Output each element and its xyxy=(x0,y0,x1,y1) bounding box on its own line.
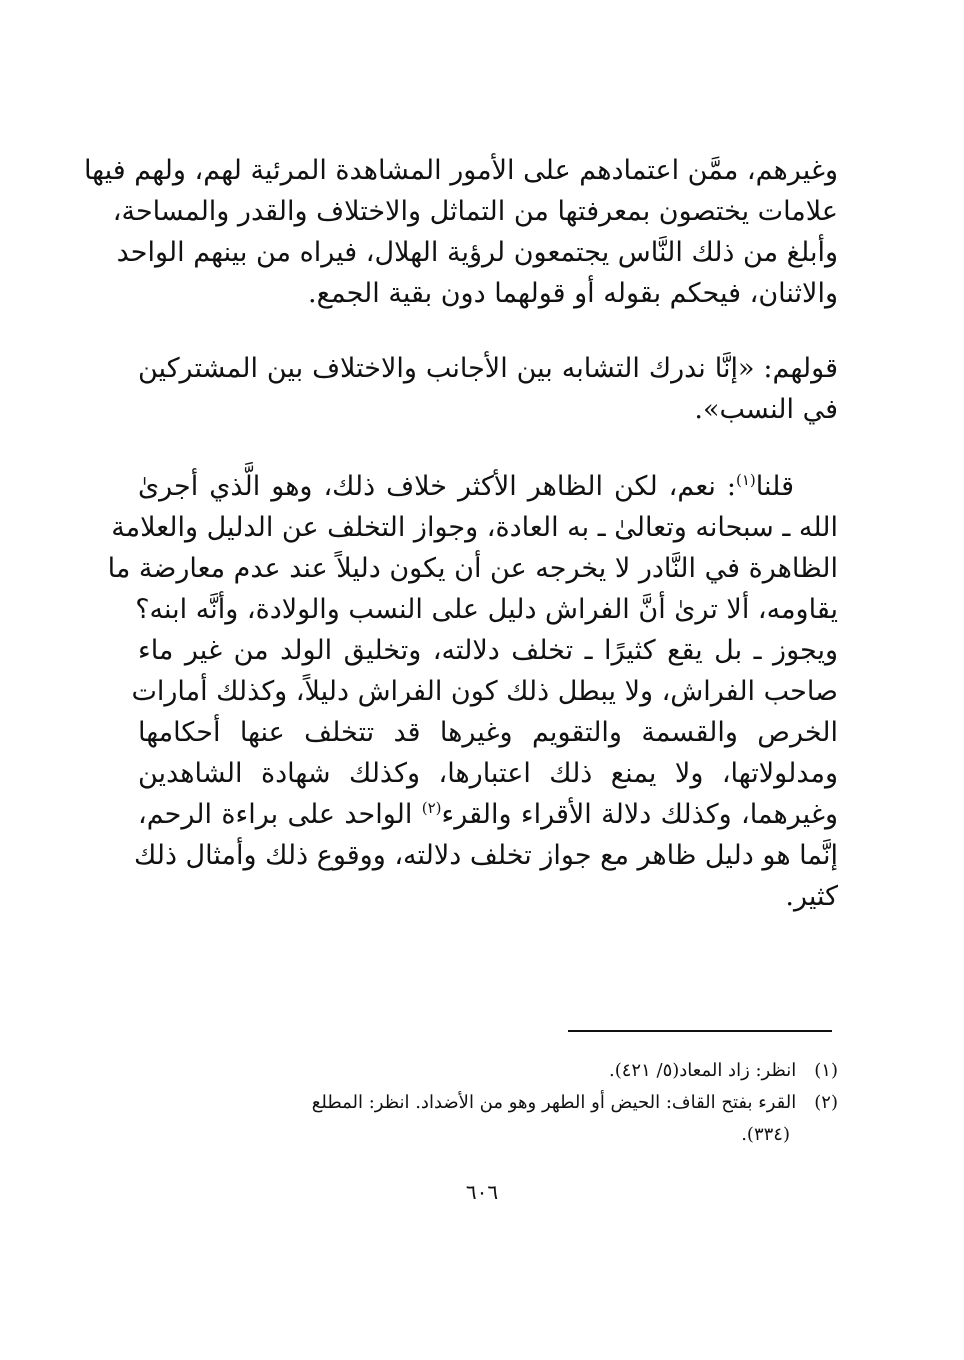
text-line: ومدلولاتها، ولا يمنع ذلك اعتبارها، وكذلك شهادة الشاهدين xyxy=(138,758,838,789)
text-line: صاحب الفراش، ولا يبطل ذلك كون الفراش دليلاً، وكذلك أمارات xyxy=(131,676,838,707)
text-line: كثير. xyxy=(785,881,838,912)
text-fragment: : نعم، لكن الظاهر الأكثر خلاف ذلك، وهو الَّذي أجرىٰ xyxy=(138,471,736,502)
text-line xyxy=(138,466,838,507)
footnote-ref-2: (٢) xyxy=(421,799,442,817)
text-fragment: وغيرهما، وكذلك دلالة الأقراء والقرء xyxy=(441,799,838,830)
footnote-text: انظر: زاد المعاد(٥/ ٤٢١). xyxy=(609,1060,797,1081)
footnote-divider xyxy=(568,1030,832,1032)
paragraph-3 xyxy=(107,466,838,917)
text-line: الظاهرة في النَّادر لا يخرجه عن أن يكون دليلاً عند عدم معارضة ما xyxy=(107,553,838,584)
text-line: يقاومه، ألا ترىٰ أنَّ الفراش دليل على النسب والولادة، وأنَّه ابنه؟ xyxy=(135,594,838,625)
text-fragment: الواحد على براءة الرحم، xyxy=(138,799,422,830)
text-line: في النسب». xyxy=(694,394,838,425)
footnotes xyxy=(138,1055,838,1151)
footnote-number: (٢) xyxy=(814,1092,838,1113)
text-line: علامات يختصون بمعرفتها من التماثل والاختلاف والقدر والمساحة، xyxy=(112,196,838,227)
text-fragment: قلنا xyxy=(755,471,794,502)
footnote-2-continuation: (٣٣٤). xyxy=(741,1124,790,1145)
footnote-2 xyxy=(138,1087,838,1119)
footnote-number: (١) xyxy=(814,1060,838,1081)
text-line xyxy=(138,794,838,835)
footnote-ref-1: (١) xyxy=(735,471,756,489)
paragraph-1 xyxy=(83,150,838,314)
page-number: ٦٠٦ xyxy=(465,1180,499,1204)
text-line: الخرص والقسمة والتقويم وغيرها قد تتخلف عنها أحكامها xyxy=(138,717,838,748)
footnote-text: القرء بفتح القاف: الحيض أو الطهر وهو من الأضداد. انظر: المطلع xyxy=(311,1092,797,1113)
text-line: قولهم: «إنَّا ندرك التشابه بين الأجانب والاختلاف بين المشتركين xyxy=(138,353,838,384)
footnote-1 xyxy=(138,1055,838,1087)
text-line: وغيرهم، ممَّن اعتمادهم على الأمور المشاهدة المرئية لهم، ولهم فيها xyxy=(83,155,838,186)
text-line: إنَّما هو دليل ظاهر مع جواز تخلف دلالته، ووقوع ذلك وأمثال ذلك xyxy=(133,840,838,871)
paragraph-2 xyxy=(138,348,838,430)
text-line: ويجوز ـ بل يقع كثيرًا ـ تخلف دلالته، وتخليق الولد من غير ماء xyxy=(138,635,838,666)
page-body xyxy=(83,150,838,917)
text-line: وأبلغ من ذلك النَّاس يجتمعون لرؤية الهلال، فيراه من بينهم الواحد xyxy=(116,237,838,268)
text-line: الله ـ سبحانه وتعالىٰ ـ به العادة، وجواز التخلف عن الدليل والعلامة xyxy=(111,512,838,543)
text-line: والاثنان، فيحكم بقوله أو قولهما دون بقية الجمع. xyxy=(308,278,838,309)
